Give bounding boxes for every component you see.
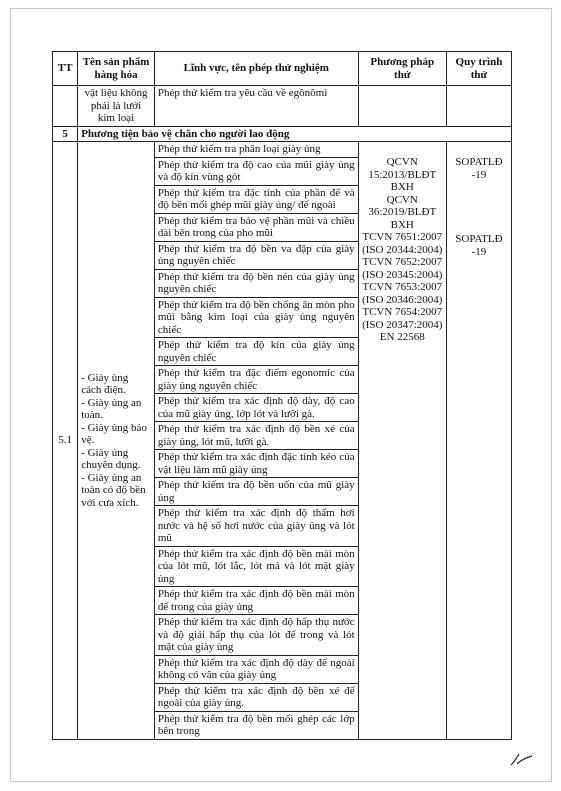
continued-test: Phép thử kiểm tra yêu cầu về egônômi (154, 86, 358, 127)
test-rows (53, 142, 512, 740)
continued-procedure (446, 86, 511, 127)
test-name: Phép thử kiểm tra xác định độ thấm hơi nước và hệ số hơi nước của giày ủng và lót mũ (154, 506, 358, 547)
item-procedure (446, 142, 511, 740)
section-title: Phương tiện bảo vệ chân cho người lao động (78, 126, 512, 142)
test-row (53, 142, 512, 158)
header-procedure: Quy trình thử (446, 52, 511, 86)
test-name: Phép thử kiểm tra phân loại giày ủng (154, 142, 358, 158)
continued-method (358, 86, 446, 127)
header-product: Tên sản phẩm hàng hóa (78, 52, 155, 86)
header-tt: TT (53, 52, 78, 86)
test-name: Phép thử kiểm tra độ bền chống ăn mòn pho mũi bằng kim loại của giày ủng nguyên chiếc (154, 297, 358, 338)
test-name: Phép thử kiểm tra độ bền va đập của giày ủng nguyên chiếc (154, 241, 358, 269)
test-name: Phép thử kiểm tra xác định độ bền mài mòn đế trong của giày ủng (154, 587, 358, 615)
test-name: Phép thử kiểm tra xác định đặc tính kéo của vật liệu làm mũ giày ủng (154, 450, 358, 478)
test-name: Phép thử kiểm tra đặc tính của phần đế và độ bền mối ghép mũi giày ủng/ đế ngoài (154, 185, 358, 213)
test-name: Phép thử kiểm tra xác định độ bền xé đế ngoài của giày ủng. (154, 683, 358, 711)
test-scope-table (52, 51, 512, 740)
item-method: QCVN 15:2013/BLĐT BXH QCVN 36:2019/BLĐT BXH TCVN 7651:2007 (ISO 20344:2004) TCVN 7652:2007 (ISO 20345:2004) TCVN 7653:2007 (ISO 20346:2004) TCVN 7654:2007 (ISO 20347:2004) EN 22568 (358, 142, 446, 740)
signature-mark (508, 752, 534, 768)
continued-tt (53, 86, 78, 127)
test-name: Phép thử kiểm tra đặc điểm egonomic của giày ủng nguyên chiếc (154, 366, 358, 394)
test-name: Phép thử kiểm tra xác định độ dày, độ cao của mũ giày ủng, lớp lót và lưỡi gà. (154, 394, 358, 422)
continued-row (53, 86, 512, 127)
procedure-code-1: SOPATLĐ -19 (455, 156, 503, 181)
header-test: Lĩnh vực, tên phép thử nghiệm (154, 52, 358, 86)
test-name: Phép thử kiểm tra độ cao của mũi giày ủng và độ kín vùng gót (154, 157, 358, 185)
test-name: Phép thử kiểm tra xác định độ bền xé của giày ủng, lót mũ, lưỡi gà. (154, 422, 358, 450)
item-number: 5.1 (53, 142, 78, 740)
header-row (53, 52, 512, 86)
test-name: Phép thử kiểm tra độ bền nén của giày ủng nguyên chiếc (154, 269, 358, 297)
test-name: Phép thử kiểm tra độ kín của giày ủng nguyên chiếc (154, 338, 358, 366)
test-name: Phép thử kiểm tra xác định độ dày đế ngoài không có vân của giày ủng (154, 655, 358, 683)
test-name: Phép thử kiểm tra xác định độ bền mài mòn của lót mũ, lót lắc, lót má và lót mặt giày ủng (154, 546, 358, 587)
test-name: Phép thử kiểm tra bảo vệ phần mũi và chiều dài bên trong của pho mũi (154, 213, 358, 241)
test-name: Phép thử kiểm tra xác định độ hấp thụ nước và độ giải hấp thụ của lót đế trong và lót mặt của giày ủng (154, 615, 358, 656)
header-method: Phương pháp thử (358, 52, 446, 86)
test-name: Phép thử kiểm tra độ bền uốn của mũ giày ủng (154, 478, 358, 506)
section-row (53, 126, 512, 142)
continued-product: vật liệu không phải là lưới kim loại (78, 86, 155, 127)
procedure-code-2: SOPATLĐ -19 (455, 233, 503, 258)
section-number: 5 (53, 126, 78, 142)
test-name: Phép thử kiểm tra độ bền mối ghép các lớp bên trong (154, 711, 358, 739)
item-product: - Giày ủng cách điện. - Giày ủng an toàn. - Giày ủng bảo vệ. - Giày ủng chuyên dụng. - Giày ủng an toàn có độ bền với cưa xích. (78, 142, 155, 740)
